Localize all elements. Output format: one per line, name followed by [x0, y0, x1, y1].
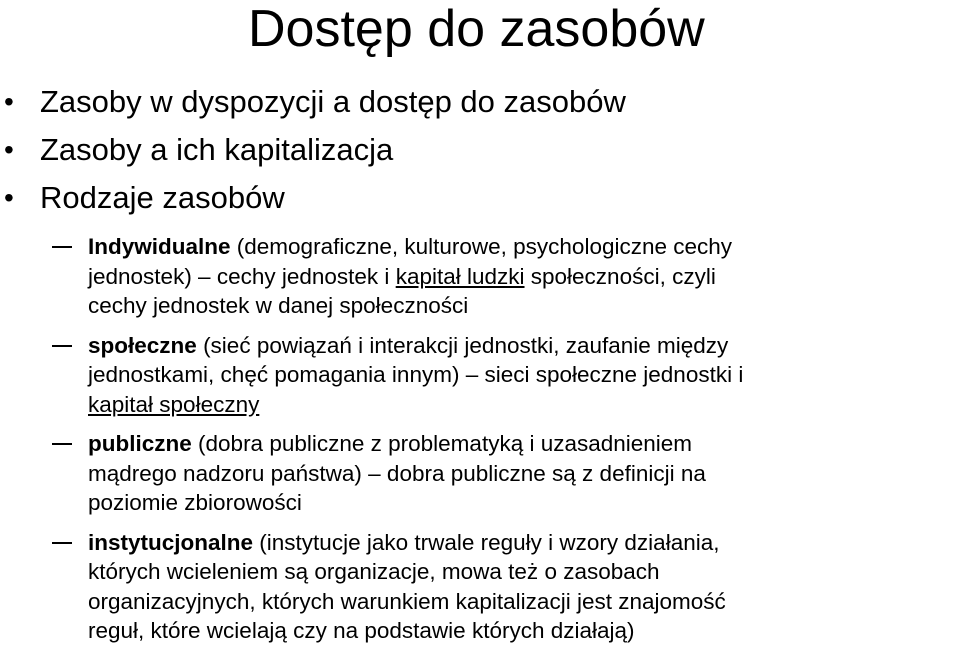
line-text: jednostkami, chęć pomagania innym) – sieci społeczne jednostki i [88, 362, 744, 387]
line [88, 331, 950, 361]
bullet-item [0, 174, 960, 222]
line-text: organizacyjnych, których warunkiem kapitalizacji jest znajomość [88, 588, 726, 614]
line-text: poziomie zbiorowości [88, 490, 302, 515]
subbullet-individual [0, 232, 960, 321]
resource-types-list [0, 232, 960, 656]
link-social-capital[interactable]: kapitał społeczny [88, 391, 260, 417]
line [88, 390, 950, 420]
term-public: publiczne [88, 431, 192, 456]
line-text: (sieć powiązań i interakcji jednostki, zaufanie między [203, 332, 729, 358]
bullet-dot-icon: • [4, 134, 14, 165]
line-text: (instytucje jako trwale reguły i wzory działania, [259, 529, 720, 555]
main-bullet-list [0, 78, 960, 222]
link-human-capital[interactable]: kapitał ludzki [395, 263, 525, 289]
term-individual: Indywidualne [88, 234, 231, 259]
term-social: społeczne [88, 332, 197, 358]
line [88, 232, 950, 262]
line-text: (demograficzne, kulturowe, psychologiczne cechy [236, 234, 733, 259]
bullet-dot-icon: • [4, 86, 14, 117]
dash-icon [52, 542, 72, 544]
line [88, 429, 950, 459]
line-text: których wcieleniem są organizacje, mowa też o zasobach [88, 559, 660, 584]
slide-title: Dostęp do zasobów [248, 0, 705, 58]
bullet-text: Zasoby w dyspozycji a dostęp do zasobów [40, 84, 626, 119]
line-text: społeczności, czyli [524, 263, 716, 289]
subbullet-social [0, 331, 960, 420]
line [88, 528, 950, 558]
dash-icon [52, 246, 72, 248]
line-text: (dobra publiczne z problematyką i uzasadnieniem [198, 431, 693, 456]
subbullet-institutional [0, 528, 960, 646]
bullet-text: Zasoby a ich kapitalizacja [40, 132, 394, 167]
bullet-item [0, 126, 960, 174]
dash-icon [52, 345, 72, 347]
bullet-dot-icon: • [4, 182, 14, 213]
line-text: jednostek) – cechy jednostek i [88, 263, 396, 289]
line-text: mądrego nadzoru państwa) – dobra publiczne są z definicji na [88, 460, 706, 486]
bullet-item [0, 78, 960, 126]
line-text: reguł, które wcielają czy na podstawie których działają) [88, 618, 635, 643]
line [88, 262, 950, 292]
term-institutional: instytucjonalne [88, 529, 254, 555]
line-text: cechy jednostek w danej społeczności [88, 293, 469, 318]
dash-icon [52, 443, 72, 445]
bullet-text: Rodzaje zasobów [40, 180, 285, 215]
subbullet-public [0, 429, 960, 518]
